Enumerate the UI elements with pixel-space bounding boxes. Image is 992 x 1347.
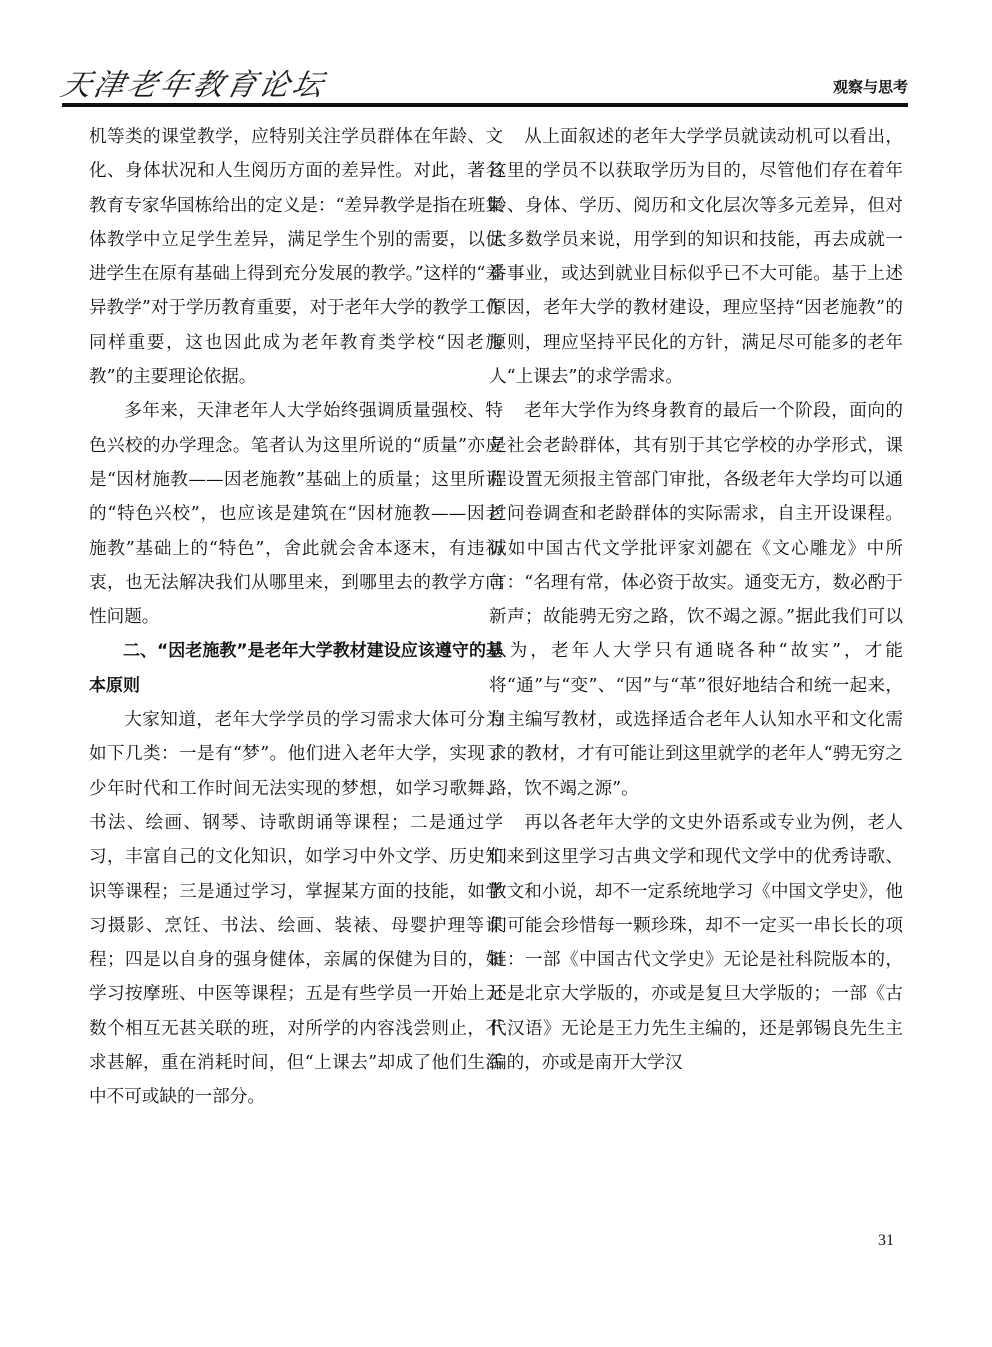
paragraph: 多年来，天津老年人大学始终强调质量强校、特色兴校的办学理念。笔者认为这里所说的“质量”亦应是“因材施教——因老施教”基础上的质量；这里所说的“特色兴校”，也应该是建筑在“因材施教——因老施教”基础上的“特色”，舍此就会舍本逐末，有违初衷，也无法解决我们从哪里来，到哪里去的教学方向性问题。 xyxy=(89,401,503,628)
paragraph: 大家知道，老年大学学员的学习需求大体可分为如下几类：一是有“梦”。他们进入老年大学，实现了少年时代和工作时间无法实现的梦想，如学习歌舞、书法、绘画、钢琴、诗歌朗诵等课程；二是通过学习，丰富自己的文化知识，如学习中外文学、历史知识等课程；三是通过学习，掌握某方面的技能，如学习摄影、烹饪、书法、绘画、装裱、母婴护理等课程；四是以自身的强身健体，亲属的保健为目的，如学习按摩班、中医等课程；五是有些学员一开始上无数个相互无甚关联的班，对所学的内容浅尝则止，不求甚解，重在消耗时间，但“上课去”却成了他们生活中不可或缺的一部分。 xyxy=(89,710,503,1108)
right-column xyxy=(489,120,903,1080)
paragraph: 机等类的课堂教学，应特别关注学员群体在年龄、文化、身体状况和人生阅历方面的差异性。对此，著名教育专家华国栋给出的定义是：“差异教学是指在班集体教学中立足学生差异，满足学生个别的需要，以促进学生在原有基础上得到充分发展的教学。”这样的“差异教学”对于学历教育重要，对于老年大学的教学工作同样重要，这也因此成为老年教育类学校“因老施教”的主要理论依据。 xyxy=(89,127,503,388)
paragraph: 从上面叙述的老年大学学员就读动机可以看出，这里的学员不以获取学历为目的，尽管他们存在着年龄、身体、学历、阅历和文化层次等多元差异，但对大多数学员来说，用学到的知识和技能，再去成就一番事业，或达到就业目标似乎已不大可能。基于上述原因，老年大学的教材建设，理应坚持“因老施教”的原则，理应坚持平民化的方针，满足尽可能多的老年人“上课去”的求学需求。 xyxy=(489,127,903,388)
page-header xyxy=(57,58,908,104)
header-rule xyxy=(62,103,908,107)
paragraph: 老年大学作为终身教育的最后一个阶段，面向的是社会老龄群体，其有别于其它学校的办学形式，课程设置无须报主管部门审批，各级老年大学均可以通过问卷调查和老龄群体的实际需求，自主开设课程。诚如中国古代文学批评家刘勰在《文心雕龙》中所言：“名理有常，体必资于故实。通变无方，数必酌于新声；故能骋无穷之路，饮不竭之源。”据此我们可以认为，老年人大学只有通晓各种“故实”，才能将“通”与“变”、“因”与“革”很好地结合和统一起来，自主编写教材，或选择适合老年人认知水平和文化需求的教材，才有可能让到这里就学的老年人“骋无穷之路，饮不竭之源”。 xyxy=(489,401,903,799)
paragraph: 再以各老年大学的文史外语系或专业为例，老人们来到这里学习古典文学和现代文学中的优秀诗歌、散文和小说，却不一定系统地学习《中国文学史》，他们可能会珍惜每一颗珍珠，却不一定买一串长长的项链：一部《中国古代文学史》无论是社科院版本的，还是北京大学版的，亦或是复旦大学版的；一部《古代汉语》无论是王力先生主编的，还是郭锡良先生主编的，亦或是南开大学汉 xyxy=(489,812,903,1074)
section-heading: 二、“因老施教”是老年大学教材建设应该遵守的基本原则 xyxy=(89,641,503,696)
journal-title-logo: 天津老年教育论坛 xyxy=(57,68,329,103)
page-number: 31 xyxy=(878,1232,894,1249)
left-column xyxy=(89,120,503,1115)
section-label: 观察与思考 xyxy=(832,78,908,96)
